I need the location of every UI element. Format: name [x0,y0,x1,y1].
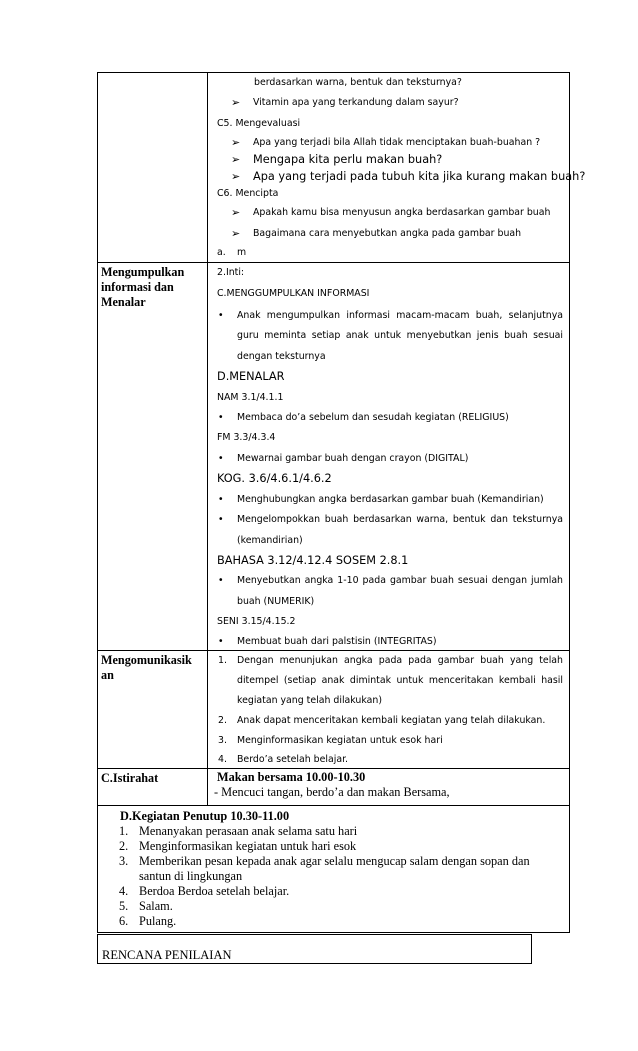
arrow-icon: ➢ [231,96,241,110]
bullet-icon: • [218,635,224,647]
arrow-icon: ➢ [231,170,241,184]
fm-heading: FM 3.3/4.3.4 [217,432,276,444]
rencana-penilaian-box [97,934,532,964]
list-item: 4. Berdo’a setelah belajar. [218,754,349,766]
seni-item: • Membuat buah dari palstisin (INTEGRITAS) [217,633,563,650]
arrow-icon: ➢ [231,226,241,240]
bullet-icon: • [218,493,224,505]
arrow-icon: ➢ [231,136,241,150]
list-item: 1. Menanyakan perasaan anak selama satu hari [119,824,358,839]
c-heading: C.MENGGUMPULKAN INFORMASI [217,288,370,300]
penutup-title: D.Kegiatan Penutup 10.30-11.00 [120,809,290,824]
question-item: ➢ Vitamin apa yang terkandung dalam sayur? [217,93,563,113]
row-mengomunikasikan-content [208,651,570,769]
row-questions-content [208,73,586,263]
nam-heading: NAM 3.1/4.1.1 [217,391,284,403]
c5-heading: C5. Mengevaluasi [217,117,301,129]
list-item: 2. Anak dapat menceritakan kembali kegiatan yang telah dilakukan. [218,715,546,727]
kog-item: • Menghubungkan angka berdasarkan gambar buah (Kemandirian) [217,490,563,510]
c6-heading: C6. Mencipta [217,188,279,200]
inti-heading: 2.Inti: [217,267,245,279]
list-item: 3. Memberikan pesan kepada anak agar selalu mengucap salam dengan sopan dan santun di lingkungan [119,854,530,884]
row-istirahat [98,769,570,806]
row-istirahat-content [208,769,570,806]
bullet-icon: • [218,452,224,464]
arrow-icon: ➢ [231,153,241,167]
seni-heading: SENI 3.15/4.15.2 [217,616,296,628]
list-item: 4. Berdoa Berdoa setelah belajar. [119,884,290,899]
kog-heading: KOG. 3.6/4.6.1/4.6.2 [217,472,332,486]
row-penutup-content [98,806,570,933]
fm-item: • Mewarnai gambar buah dengan crayon (DIGITAL) [217,449,563,469]
activity-table [97,72,586,933]
row-mengumpulkan [98,263,570,651]
c6-item: ➢ Bagaimana cara menyebutkan angka pada gambar buah [217,224,563,244]
rencana-penilaian-label: RENCANA PENILAIAN [102,948,232,962]
istirahat-title: Makan bersama 10.00-10.30 [217,770,366,785]
row-questions [98,73,570,263]
c5-item: ➢ Apa yang terjadi pada tubuh kita jika kurang makan buah? [231,170,586,184]
row-istirahat-label: C.Istirahat [98,769,208,806]
question-continuation: berdasarkan warna, bentuk dan teksturnya? [254,77,462,88]
row-mengomunikasikan [98,651,570,769]
kog-item: • Mengelompokkan buah berdasarkan warna, bentuk dan teksturnya (kemandirian) [217,510,563,551]
list-item: 1. Dengan menunjukan angka pada pada gambar buah yang telah ditempel (setiap anak dimintak untuk menceritakan kembali hasil kegiatan yang telah dilakukan) [218,655,563,707]
list-item-a: a. m [217,247,247,259]
list-item: 6. Pulang. [119,914,177,929]
bullet-icon: • [218,412,224,424]
c-item: • Anak mengumpulkan informasi macam-macam buah, selanjutnya guru meminta setiap anak untuk menyebutkan jenis buah sesuai dengan teksturnya [217,306,563,367]
row-mengumpulkan-label: Mengumpulkan informasi dan Menalar [98,263,208,651]
bullet-icon: • [218,310,224,322]
arrow-icon: ➢ [231,206,241,220]
bahasa-item: • Menyebutkan angka 1-10 pada gambar buah sesuai dengan jumlah buah (NUMERIK) [217,571,563,612]
c5-item: ➢ Mengapa kita perlu makan buah? [231,153,443,167]
row-questions-label-cell [98,73,208,263]
c6-item: ➢ Apakah kamu bisa menyusun angka berdasarkan gambar buah [217,203,563,223]
c5-item: ➢ Apa yang terjadi bila Allah tidak menciptakan buah-buahan ? [231,136,541,150]
list-item: 5. Salam. [119,899,173,914]
istirahat-line: - Mencuci tangan, berdo’a dan makan Bersama, [214,785,450,800]
list-item: 3. Menginformasikan kegiatan untuk esok hari [218,735,443,747]
nam-item: • Membaca do’a sebelum dan sesudah kegiatan (RELIGIUS) [217,408,563,428]
row-penutup [98,806,570,933]
bullet-icon: • [218,514,224,526]
d-heading: D.MENALAR [217,370,285,384]
row-mengomunikasikan-label: Mengomunikasik an [98,651,208,769]
bahasa-heading: BAHASA 3.12/4.12.4 SOSEM 2.8.1 [217,553,409,567]
bullet-icon: • [218,575,224,587]
list-item: 2. Menginformasikan kegiatan untuk hari esok [119,839,357,854]
row-mengumpulkan-content [208,263,570,651]
